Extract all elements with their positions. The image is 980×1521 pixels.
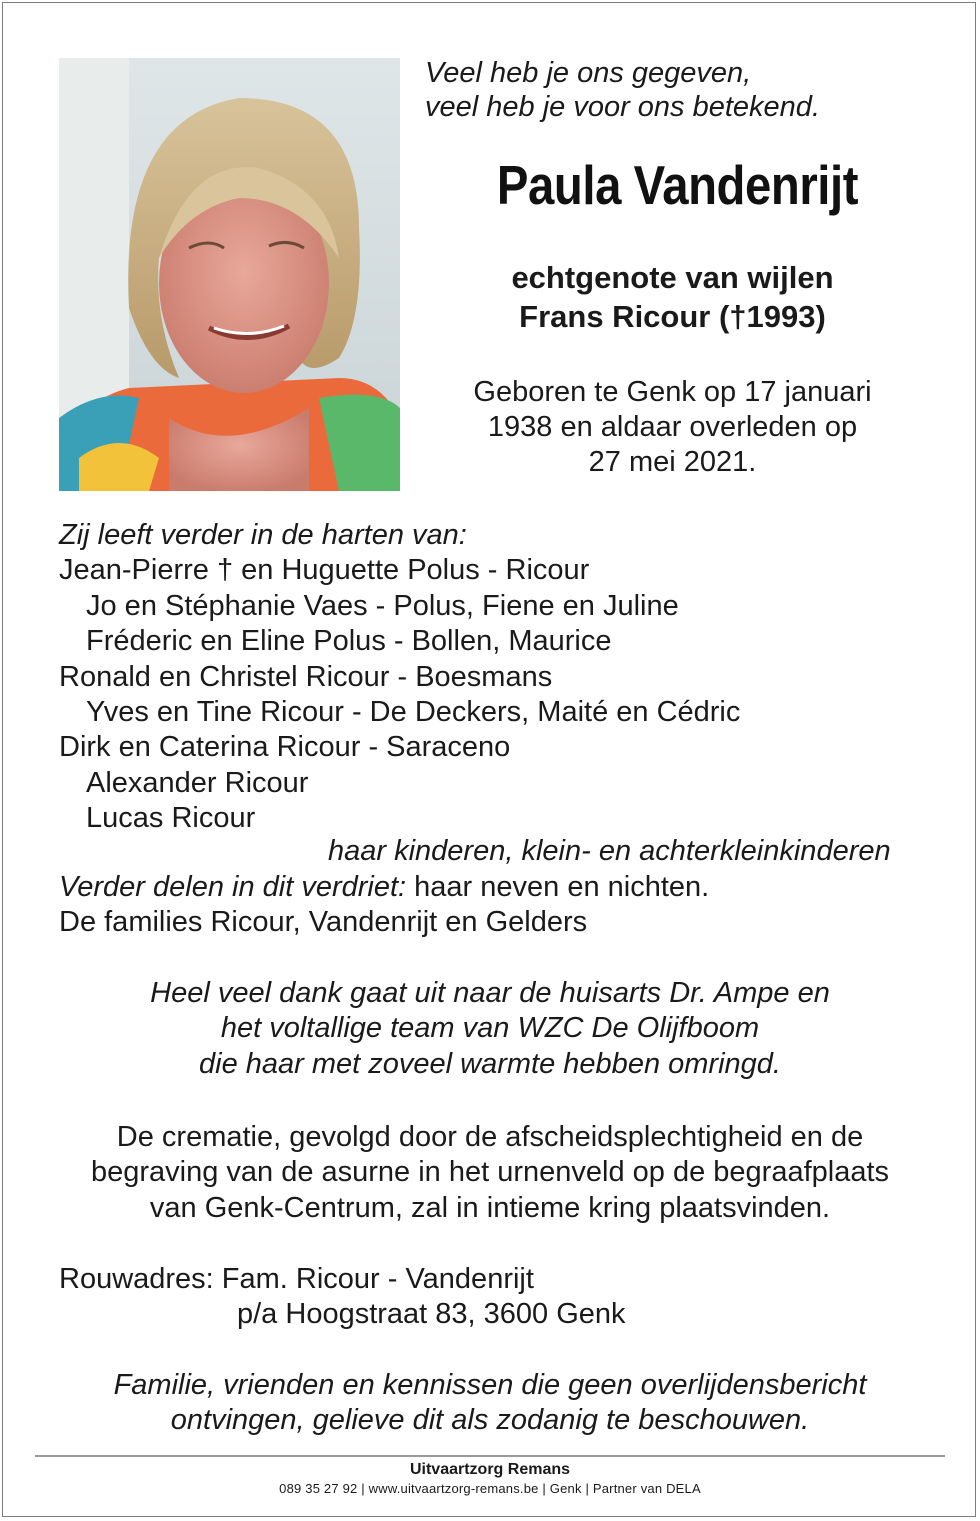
family-member: Ronald en Christel Ricour - Boesmans	[59, 660, 553, 693]
family-member: Alexander Ricour	[86, 766, 309, 799]
ceremony-line: begraving van de asurne in het urnenveld op de begraafplaats	[90, 1156, 890, 1189]
family-member: Yves en Tine Ricour - De Deckers, Maité en Cédric	[86, 695, 741, 728]
spouse-line: Frans Ricour (†1993)	[519, 299, 826, 334]
ceremony-line: van Genk-Centrum, zal in intieme kring plaatsvinden.	[149, 1191, 831, 1224]
notice-line: ontvingen, gelieve dit als zodanig te beschouwen.	[170, 1404, 810, 1437]
relation-label: haar kinderen, klein- en achterkleinkinderen	[328, 835, 891, 867]
spouse-line: echtgenote van wijlen	[511, 260, 834, 295]
thanks-line: het voltallige team van WZC De Olijfboom	[220, 1012, 760, 1045]
funeral-home-name: Uitvaartzorg Remans	[409, 1461, 571, 1478]
address-line: Rouwadres: Fam. Ricour - Vandenrijt	[59, 1263, 534, 1295]
thanks-line: Heel veel dank gaat uit naar de huisarts Dr. Ampe en	[150, 977, 830, 1009]
families-line: De families Ricour, Vandenrijt en Gelders	[59, 906, 588, 939]
address-line: p/a Hoogstraat 83, 3600 Genk	[237, 1298, 626, 1331]
extended-family	[59, 870, 709, 941]
survivors-intro: Zij leeft verder in de harten van:	[59, 519, 467, 551]
deceased-name: Paula Vandenrijt	[496, 154, 859, 216]
family-member: Dirk en Caterina Ricour - Saraceno	[59, 731, 511, 764]
also-grieving-label: Verder delen in dit verdriet:	[59, 871, 407, 903]
notice-line: Familie, vrienden en kennissen die geen overlijdensbericht	[113, 1369, 867, 1401]
born-line: 1938 en aldaar overleden op	[487, 411, 858, 443]
funeral-home-contact: 089 35 27 92 | www.uitvaartzorg-remans.be | Genk | Partner van DELA	[279, 1481, 701, 1496]
birth-death-info	[400, 375, 945, 480]
mourning-address	[59, 1262, 626, 1333]
notice-block	[40, 1368, 940, 1439]
family-member: Lucas Ricour	[86, 802, 256, 835]
family-member: Fréderic en Eline Polus - Bollen, Maurice	[86, 625, 612, 658]
ceremony-line: De crematie, gevolgd door de afscheidsplechtigheid en de	[116, 1121, 864, 1153]
family-member: Jean-Pierre † en Huguette Polus - Ricour	[59, 554, 590, 587]
also-grieving-value: haar neven en nichten.	[406, 871, 710, 903]
born-line: Geboren te Genk op 17 januari	[473, 376, 872, 408]
quote-line: veel heb je voor ons betekend.	[425, 91, 820, 123]
ceremony-block	[40, 1120, 940, 1226]
quote-line: Veel heb je ons gegeven,	[425, 57, 752, 89]
footer-divider	[35, 1455, 945, 1457]
opening-quote	[425, 56, 820, 124]
born-line: 27 mei 2021.	[588, 446, 757, 478]
spouse-info	[400, 258, 945, 336]
portrait-photo	[59, 58, 400, 491]
thanks-line: die haar met zoveel warmte hebben omringd.	[199, 1047, 781, 1080]
family-list	[59, 518, 740, 837]
thanks-block	[40, 976, 940, 1082]
family-member: Jo en Stéphanie Vaes - Polus, Fiene en Juline	[86, 589, 679, 622]
